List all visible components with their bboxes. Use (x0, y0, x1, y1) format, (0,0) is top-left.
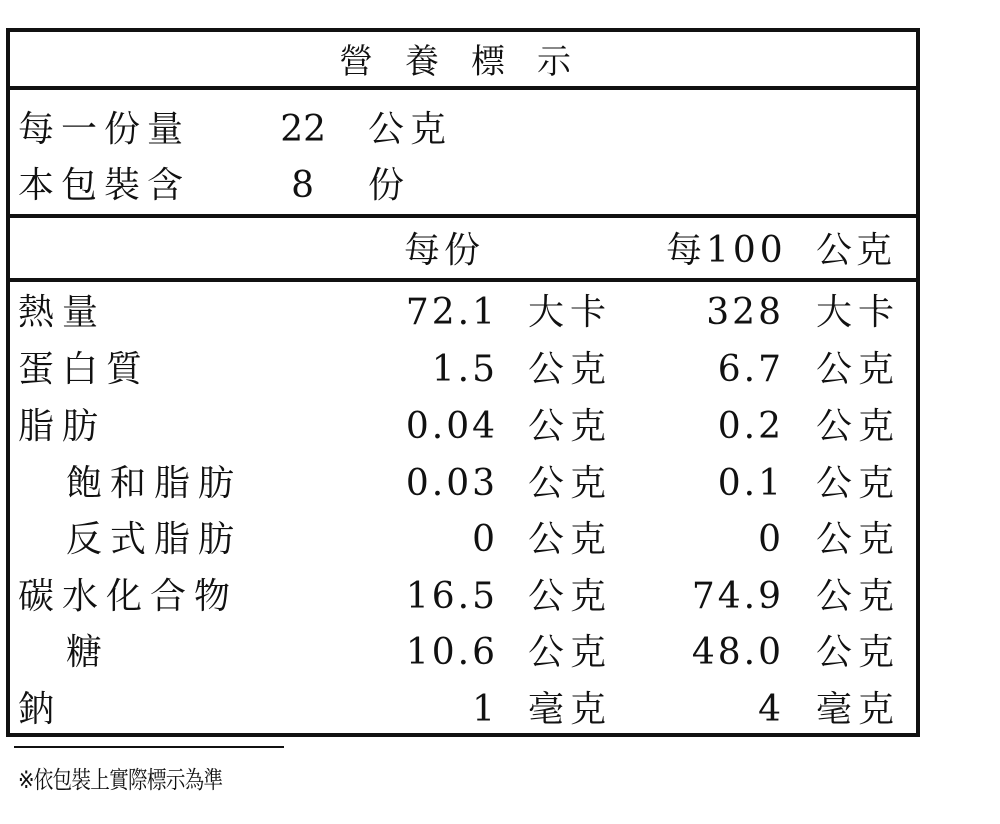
per-100-value: 74.9 (691, 576, 784, 617)
servings-per-package-label: 本包裝含 (18, 165, 191, 206)
per-serving-value: 0.03 (405, 463, 498, 504)
per-100-value: 48.0 (691, 632, 784, 673)
per-serving-unit: 大卡 (528, 292, 613, 333)
nutrition-label (6, 28, 920, 737)
per-serving-value: 10.6 (405, 632, 498, 673)
per-serving-unit: 公克 (528, 463, 613, 504)
serving-info (10, 94, 916, 218)
label-title: 營養標示 (10, 32, 916, 90)
column-header (10, 218, 916, 282)
nutrient-name: 碳水化合物 (18, 576, 239, 617)
nutrient-name: 鈉 (18, 689, 63, 730)
servings-per-package-unit: 份 (368, 165, 411, 206)
per-serving-unit: 公克 (528, 632, 613, 673)
nutrient-row (10, 455, 916, 512)
nutrient-row (10, 341, 916, 398)
per-100-value: 328 (706, 292, 784, 333)
per-100-unit: 公克 (816, 406, 901, 447)
per-100-value: 4 (758, 689, 784, 730)
per-serving-unit: 公克 (528, 519, 613, 560)
per-100-value: 0.2 (717, 406, 784, 447)
per-100-header: 每100 (666, 230, 787, 271)
per-serving-unit: 公克 (528, 406, 613, 447)
per-100-value: 6.7 (717, 349, 784, 390)
per-100-unit: 公克 (816, 463, 901, 504)
per-serving-unit: 毫克 (528, 689, 613, 730)
serving-size-label: 每一份量 (18, 109, 191, 150)
per-100-unit: 公克 (816, 349, 901, 390)
per-serving-header: 每份 (404, 230, 485, 271)
per-serving-unit: 公克 (528, 576, 613, 617)
servings-per-package-value: 8 (291, 165, 314, 206)
per-100-value: 0.1 (717, 463, 784, 504)
nutrient-name: 熱量 (18, 292, 107, 333)
per-serving-value: 1.5 (431, 349, 498, 390)
per-100-header-unit: 公克 (816, 230, 897, 271)
per-100-unit: 公克 (816, 632, 901, 673)
nutrient-row (10, 568, 916, 625)
serving-size-unit: 公克 (368, 109, 453, 150)
nutrient-name: 蛋白質 (18, 349, 151, 390)
per-serving-value: 0 (472, 519, 498, 560)
per-serving-value: 1 (472, 689, 498, 730)
per-serving-value: 16.5 (405, 576, 498, 617)
serving-size-value: 22 (280, 109, 326, 150)
per-serving-unit: 公克 (528, 349, 613, 390)
nutrient-row (10, 511, 916, 568)
per-100-unit: 公克 (816, 576, 901, 617)
nutrient-name: 糖 (66, 632, 111, 673)
nutrient-row (10, 624, 916, 681)
footnote: ※依包裝上實際標示為準 (18, 766, 223, 794)
per-serving-value: 0.04 (405, 406, 498, 447)
nutrient-name: 脂肪 (18, 406, 107, 447)
nutrient-row (10, 398, 916, 455)
nutrient-name: 飽和脂肪 (66, 463, 243, 504)
per-100-unit: 毫克 (816, 689, 901, 730)
nutrient-row (10, 681, 916, 738)
footnote-divider (14, 746, 284, 748)
nutrient-name: 反式脂肪 (66, 519, 243, 560)
per-100-unit: 大卡 (816, 292, 901, 333)
per-100-value: 0 (758, 519, 784, 560)
per-100-unit: 公克 (816, 519, 901, 560)
per-serving-value: 72.1 (405, 292, 498, 333)
nutrient-row (10, 284, 916, 341)
